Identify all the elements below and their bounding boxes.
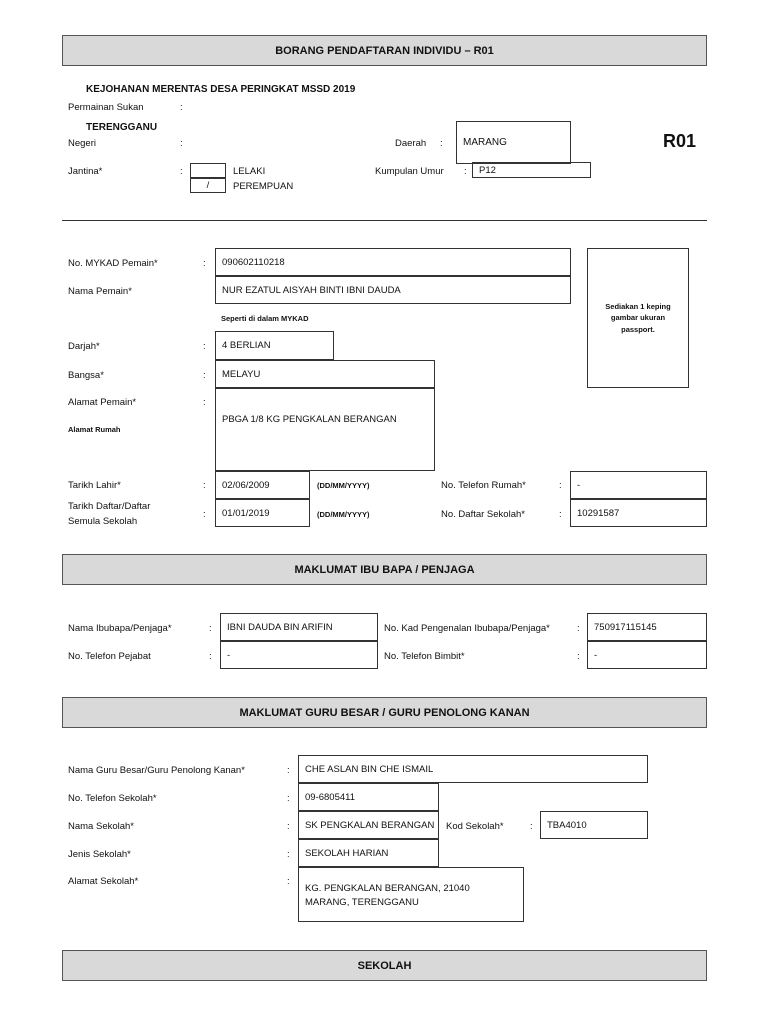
alamat-rumah-label: Alamat Rumah [68,425,121,434]
no-daftar-label: No. Daftar Sekolah* [441,509,525,520]
ic-ibubapa-colon: : [577,623,580,634]
permainan-colon: : [180,102,183,113]
darjah-field[interactable]: 4 BERLIAN [215,331,334,360]
daerah-colon: : [440,138,443,149]
perempuan-label: PEREMPUAN [233,181,294,192]
nama-ibubapa-colon: : [209,623,212,634]
tel-rumah-field[interactable]: - [570,471,707,499]
tarikh-lahir-colon: : [203,480,206,491]
daerah-field[interactable]: MARANG [456,121,571,164]
no-daftar-colon: : [559,509,562,520]
alamat-sekolah-label: Alamat Sekolah* [68,876,139,887]
nama-ibubapa-field[interactable]: IBNI DAUDA BIN ARIFIN [220,613,378,641]
kod-sekolah-label: Kod Sekolah* [446,821,504,832]
jenis-sekolah-label: Jenis Sekolah* [68,849,131,860]
tel-bimbit-label: No. Telefon Bimbit* [384,651,465,662]
kod-sekolah-colon: : [530,821,533,832]
tarikh-daftar-field[interactable]: 01/01/2019 [215,499,310,527]
nama-guru-label: Nama Guru Besar/Guru Penolong Kanan* [68,765,245,776]
tarikh-lahir-field[interactable]: 02/06/2009 [215,471,310,499]
form-code: R01 [663,131,697,151]
tel-rumah-colon: : [559,480,562,491]
headmaster-section-header: MAKLUMAT GURU BESAR / GURU PENOLONG KANAN [62,697,707,728]
bangsa-colon: : [203,370,206,381]
nama-note: Seperti di dalam MYKAD [221,314,309,323]
nama-guru-colon: : [287,765,290,776]
ic-ibubapa-label: No. Kad Pengenalan Ibubapa/Penjaga* [384,623,550,634]
lelaki-label: LELAKI [233,166,266,177]
alamat-sekolah-colon: : [287,876,290,887]
alamat-sekolah-field[interactable] [298,867,524,922]
negeri-label: Negeri [68,138,96,149]
daerah-label: Daerah [395,138,427,149]
tel-sekolah-field[interactable]: 09-6805411 [298,783,439,811]
tarikh-daftar-label-line1: Tarikh Daftar/Daftar [68,501,151,512]
darjah-colon: : [203,341,206,352]
tarikh-lahir-label: Tarikh Lahir* [68,480,121,491]
mykad-colon: : [203,258,206,269]
kumpulan-field[interactable]: P12 [472,162,591,178]
lelaki-checkbox[interactable] [190,163,226,178]
perempuan-checkbox[interactable]: / [190,178,226,193]
tel-pejabat-label: No. Telefon Pejabat [68,651,151,662]
photo-box[interactable]: Sediakan 1 keping gambar ukuran passport. [587,248,689,388]
state-value: TERENGGANU [86,122,158,133]
nama-pemain-label: Nama Pemain* [68,286,132,297]
jenis-sekolah-field[interactable]: SEKOLAH HARIAN [298,839,439,867]
section-divider [62,220,707,221]
bangsa-field[interactable]: MELAYU [215,360,435,388]
event-name: KEJOHANAN MERENTAS DESA PERINGKAT MSSD 2019 [86,84,356,95]
tarikh-daftar-colon: : [203,509,206,520]
tel-bimbit-field[interactable]: - [587,641,707,669]
tel-pejabat-colon: : [209,651,212,662]
negeri-colon: : [180,138,183,149]
daftar-format-hint: (DD/MM/YYYY) [317,510,370,519]
tel-pejabat-field[interactable]: - [220,641,378,669]
nama-sekolah-field[interactable]: SK PENGKALAN BERANGAN [298,811,439,839]
form-title: BORANG PENDAFTARAN INDIVIDU – R01 [62,35,707,66]
nama-sekolah-colon: : [287,821,290,832]
school-section-header: SEKOLAH [62,950,707,981]
nama-pemain-field[interactable]: NUR EZATUL AISYAH BINTI IBNI DAUDA [215,276,571,304]
nama-ibubapa-label: Nama Ibubapa/Penjaga* [68,623,172,634]
jenis-sekolah-colon: : [287,849,290,860]
nama-sekolah-label: Nama Sekolah* [68,821,135,832]
tel-rumah-label: No. Telefon Rumah* [441,480,526,491]
tarikh-daftar-label-line2: Semula Sekolah [68,516,138,527]
alamat-pemain-colon: : [203,397,206,408]
tel-sekolah-label: No. Telefon Sekolah* [68,793,157,804]
lahir-format-hint: (DD/MM/YYYY) [317,481,370,490]
alamat-sekolah-line2: MARANG, TERENGGANU [305,897,419,908]
jantina-label: Jantina* [68,166,103,177]
nama-guru-field[interactable]: CHE ASLAN BIN CHE ISMAIL [298,755,648,783]
kod-sekolah-field[interactable]: TBA4010 [540,811,648,839]
bangsa-label: Bangsa* [68,370,104,381]
permainan-label: Permainan Sukan [68,102,144,113]
mykad-field[interactable]: 090602110218 [215,248,571,276]
no-daftar-field[interactable]: 10291587 [570,499,707,527]
alamat-pemain-field[interactable]: PBGA 1/8 KG PENGKALAN BERANGAN [215,388,435,471]
tel-bimbit-colon: : [577,651,580,662]
tel-sekolah-colon: : [287,793,290,804]
jantina-colon: : [180,166,183,177]
alamat-pemain-label: Alamat Pemain* [68,397,137,408]
parent-section-header: MAKLUMAT IBU BAPA / PENJAGA [62,554,707,585]
mykad-label: No. MYKAD Pemain* [68,258,158,269]
kumpulan-colon: : [464,166,467,177]
kumpulan-label: Kumpulan Umur [375,166,444,177]
alamat-sekolah-line1: KG. PENGKALAN BERANGAN, 21040 [305,883,470,894]
darjah-label: Darjah* [68,341,100,352]
ic-ibubapa-field[interactable]: 750917115145 [587,613,707,641]
